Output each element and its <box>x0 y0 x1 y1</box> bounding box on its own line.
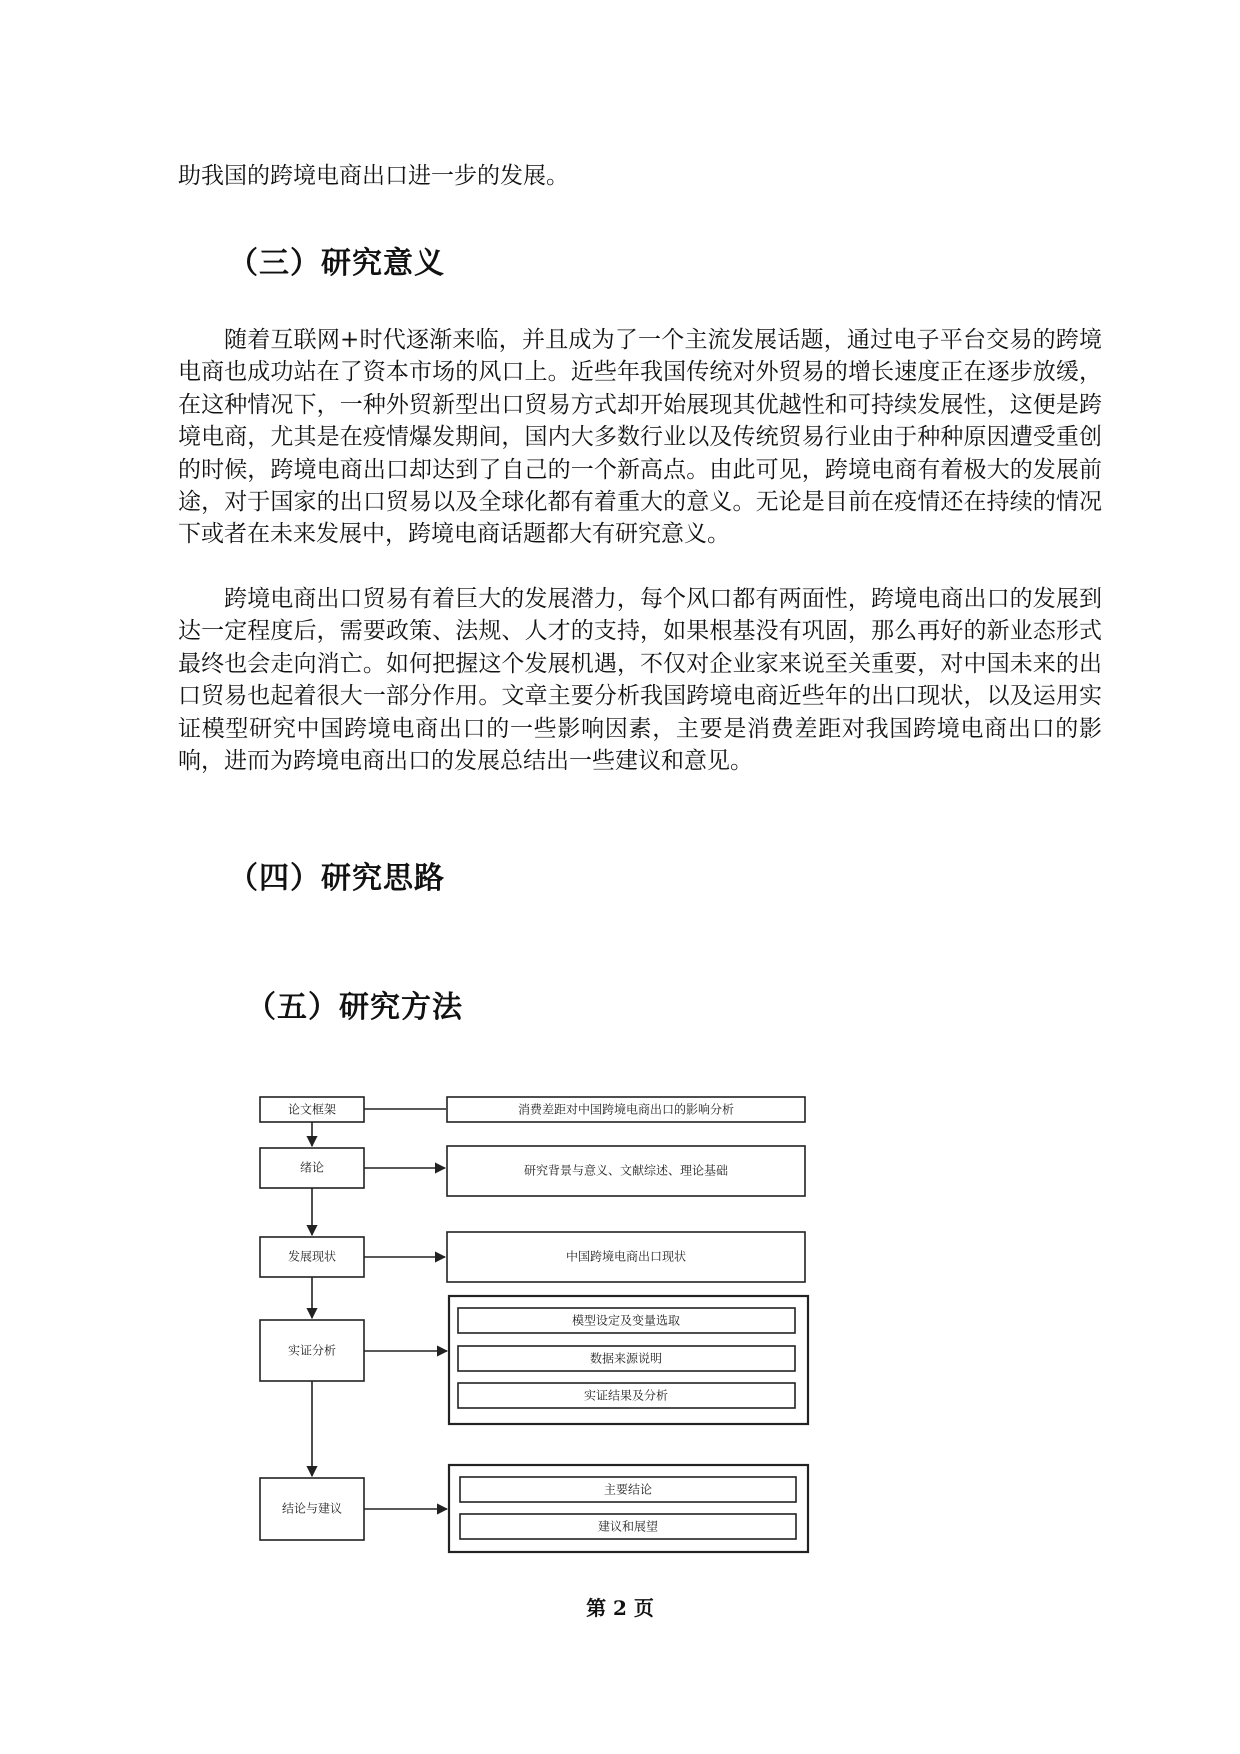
node-empirical <box>260 1320 364 1381</box>
section-3-paragraph-1: 随着互联网+时代逐渐来临，并且成为了一个主流发展话题，通过电子平台交易的跨境电商也成功站在了资本市场的风口上。近些年我国传统对外贸易的增长速度正在逐步放缓，在这种情况下，一种外贸新型出口贸易方式却开始展现其优越性和可持续发展性，这便是跨境电商，尤其是在疫情爆发期间，国内大多数行业以及传统贸易行业由于种种原因遭受重创的时候，跨境电商出口却达到了自己的一个新高点。由此可见，跨境电商有着极大的发展前途，对于国家的出口贸易以及全球化都有着重大的意义。无论是目前在疫情还在持续的情况下或者在未来发展中，跨境电商话题都大有研究意义。 <box>178 327 1102 548</box>
detail-empirical-item-1-label: 模型设定及变量选取 <box>571 1313 681 1328</box>
detail-conclusion-item-2-label: 建议和展望 <box>597 1519 659 1534</box>
detail-conclusion-item-1-label: 主要结论 <box>603 1482 653 1497</box>
detail-introduction <box>447 1146 805 1196</box>
section-3-paragraph-2: 跨境电商出口贸易有着巨大的发展潜力，每个风口都有两面性，跨境电商出口的发展到达一定程度后，需要政策、法规、人才的支持，如果根基没有巩固，那么再好的新业态形式最终也会走向消亡。如何把握这个发展机遇，不仅对企业家来说至关重要，对中国未来的出口贸易也起着很大一部分作用。文章主要分析我国跨境电商近些年的出口现状，以及运用实证模型研究中国跨境电商出口的一些影响因素，主要是消费差距对我国跨境电商出口的影响，进而为跨境电商出口的发展总结出一些建议和意见。 <box>178 586 1102 775</box>
node-empirical-label: 实证分析 <box>287 1343 337 1358</box>
node-introduction <box>260 1148 364 1188</box>
section-4-heading: （四）研究思路 <box>228 861 445 896</box>
continuation-paragraph: 助我国的跨境电商出口进一步的发展。 <box>178 163 569 189</box>
detail-empirical-group <box>449 1296 808 1424</box>
node-conclusion <box>260 1478 364 1540</box>
node-framework <box>260 1097 364 1122</box>
detail-framework <box>447 1097 805 1122</box>
detail-empirical-item-2-label: 数据来源说明 <box>589 1351 663 1366</box>
detail-conclusion-group <box>449 1465 808 1552</box>
detail-framework-label: 消费差距对中国跨境电商出口的影响分析 <box>517 1102 735 1117</box>
node-status <box>260 1237 364 1277</box>
node-status-label: 发展现状 <box>287 1249 337 1264</box>
detail-introduction-label: 研究背景与意义、文献综述、理论基础 <box>523 1163 729 1178</box>
section-3-heading: （三）研究意义 <box>228 246 445 281</box>
detail-empirical-item-3-label: 实证结果及分析 <box>583 1388 669 1403</box>
detail-status-label: 中国跨境电商出口现状 <box>565 1249 687 1264</box>
detail-status <box>447 1232 805 1282</box>
section-5-heading: （五）研究方法 <box>246 990 463 1025</box>
node-framework-label: 论文框架 <box>287 1102 337 1117</box>
page-number: 第 2 页 <box>586 1596 654 1620</box>
node-introduction-label: 绪论 <box>299 1160 325 1175</box>
node-conclusion-label: 结论与建议 <box>281 1501 343 1516</box>
